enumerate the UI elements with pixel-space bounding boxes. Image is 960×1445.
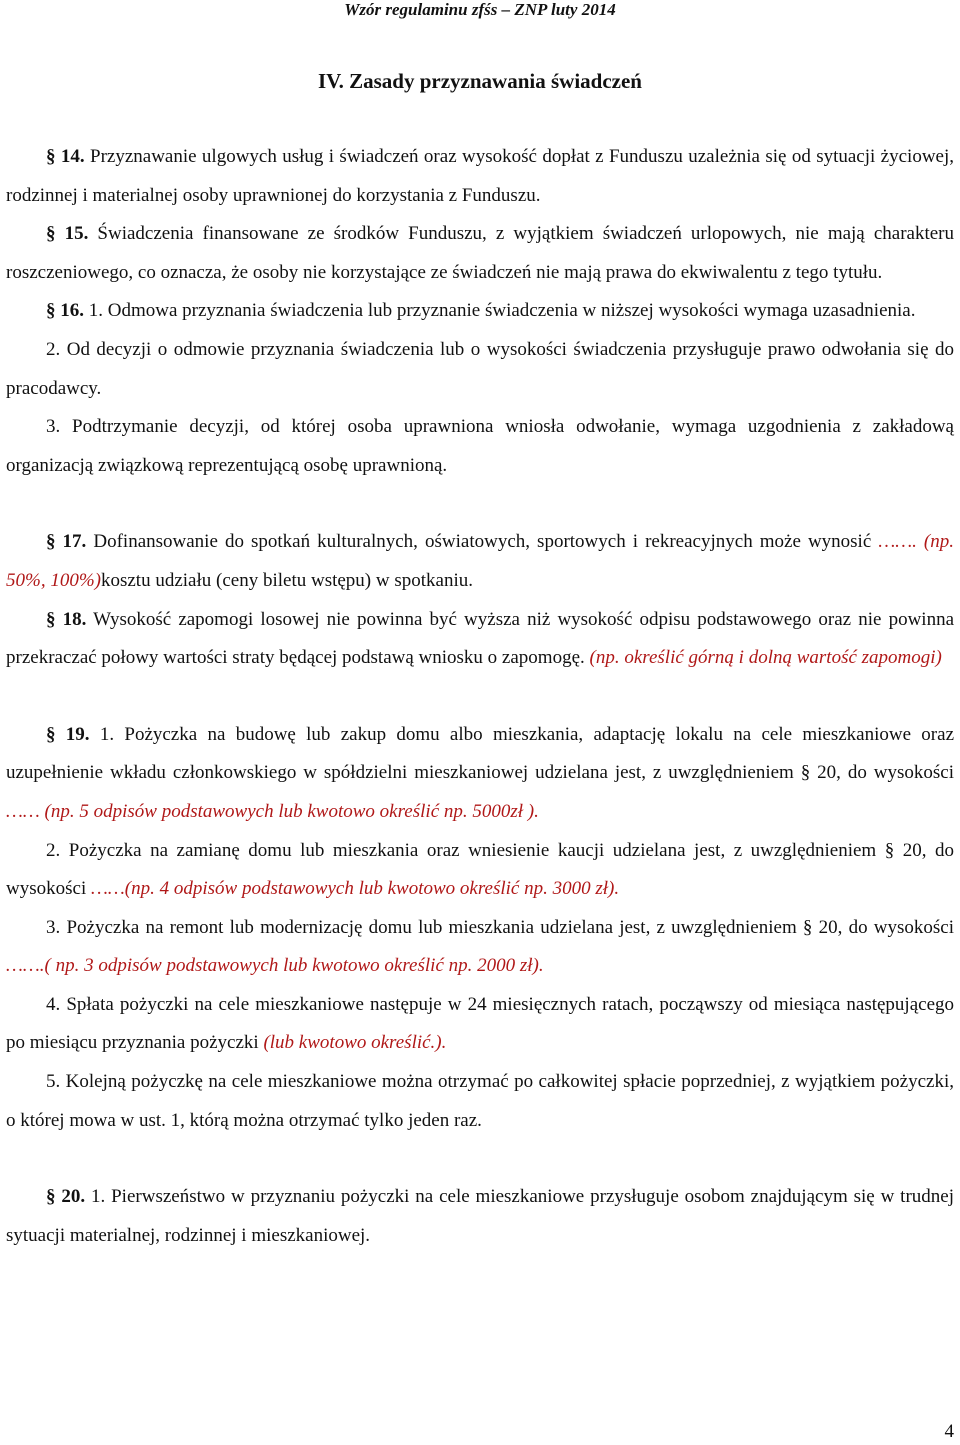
- placeholder-note: ……(np. 4 odpisów podstawowych lub kwotowo określić np. 3000 zł).: [90, 878, 620, 900]
- paragraph-17: [6, 523, 954, 600]
- paragraph-text: Świadczenia finansowane ze środków Funduszu, z wyjątkiem świadczeń urlopowych, nie mają charakteru roszczeniowego, co oznacza, że osoby nie korzystające ze świadczeń nie mają prawa do ekwiwalentu z tego tytułu.: [6, 223, 954, 283]
- section-number: § 16.: [46, 300, 84, 322]
- paragraph-text: 2. Pożyczka na zamianę domu lub mieszkania oraz wniesienie kaucji udzielana jest, z uwzględnieniem § 20, do wysokości: [6, 839, 954, 900]
- placeholder-note: ……. (np. 50%, 100%): [6, 531, 954, 591]
- paragraph-text: kosztu udziału (ceny biletu wstępu) w spotkaniu.: [100, 569, 473, 591]
- placeholder-note: (np. określić górną i dolną wartość zapomogi): [589, 647, 942, 669]
- paragraph-18: [6, 601, 954, 678]
- paragraph-20: [6, 1178, 954, 1255]
- paragraph-text: Przyznawanie ulgowych usług i świadczeń oraz wysokość dopłat z Funduszu uzależnia się od sytuacji życiowej, rodzinnej i materialnej osoby uprawnionej do korzystania z Funduszu.: [6, 146, 954, 206]
- section-number: § 17.: [46, 531, 87, 553]
- placeholder-note: (lub kwotowo określić.).: [263, 1032, 447, 1054]
- section-number: § 15.: [46, 223, 89, 245]
- paragraph-19-item-2: [6, 832, 954, 909]
- paragraph-text: Wysokość zapomogi losowej nie powinna być wyższa niż wysokość odpisu podstawowego oraz nie powinna przekraczać połowy wartości straty będącej podstawą wniosku o zapomogę.: [6, 608, 955, 669]
- paragraph-16-item-1: [6, 292, 954, 331]
- paragraph-19-item-3: [6, 909, 954, 986]
- placeholder-note: …….( np. 3 odpisów podstawowych lub kwotowo określić np. 2000 zł).: [6, 955, 544, 977]
- section-number: § 20.: [46, 1186, 86, 1208]
- document-header: Wzór regulaminu zfśs – ZNP luty 2014: [344, 0, 616, 19]
- paragraph-16-item-3: 3. Podtrzymanie decyzji, od której osoba uprawniona wniosła odwołanie, wymaga uzgodnienia z zakładową organizacją związkową reprezentującą osobę uprawnioną.: [6, 416, 954, 476]
- paragraph-text: 3. Pożyczka na remont lub modernizację domu lub mieszkania udzielana jest, z uwzględnieniem § 20, do wysokości: [46, 916, 954, 938]
- placeholder-note: …… (np. 5 odpisów podstawowych lub kwotowo określić np. 5000zł ).: [6, 800, 539, 822]
- paragraph-text: 1. Pierwszeństwo w przyznaniu pożyczki na cele mieszkaniowe przysługuje osobom znajdującym się w trudnej sytuacji materialnej, rodzinnej i mieszkaniowej.: [6, 1186, 954, 1246]
- paragraph-15: [6, 215, 954, 292]
- paragraph-text: 4. Spłata pożyczki na cele mieszkaniowe następuje w 24 miesięcznych ratach, począwszy od miesiąca następującego po miesiącu przyznania pożyczki: [6, 993, 954, 1054]
- paragraph-19-item-4: [6, 986, 954, 1063]
- paragraph-19-item-1: [6, 716, 954, 832]
- paragraph-text: Dofinansowanie do spotkań kulturalnych, oświatowych, sportowych i rekreacyjnych może wynosić: [86, 531, 879, 553]
- page-number: 4: [944, 1421, 954, 1442]
- document-body: [6, 138, 954, 1255]
- paragraph-text: 1. Pożyczka na budowę lub zakup domu albo mieszkania, adaptację lokalu na cele mieszkaniowe oraz uzupełnienie wkładu członkowskiego w spółdzielni mieszkaniowej udzielana jest, z uwzględnieniem § 20, do wysokości: [6, 723, 954, 784]
- paragraph-text: 1. Odmowa przyznania świadczenia lub przyznanie świadczenia w niższej wysokości wymaga uzasadnienia.: [84, 300, 916, 322]
- section-number: § 18.: [46, 608, 87, 630]
- section-title: IV. Zasady przyznawania świadczeń: [318, 69, 642, 93]
- section-number: § 19.: [46, 723, 90, 745]
- section-number: § 14.: [46, 146, 85, 167]
- paragraph-14: [6, 138, 954, 215]
- paragraph-16-item-2: 2. Od decyzji o odmowie przyznania świadczenia lub o wysokości świadczenia przysługuje prawo odwołania się do pracodawcy.: [6, 338, 954, 399]
- paragraph-19-item-5: 5. Kolejną pożyczkę na cele mieszkaniowe można otrzymać po całkowitej spłacie poprzedniej, z wyjątkiem pożyczki, o której mowa w ust. 1, którą można otrzymać tylko jeden raz.: [6, 1071, 954, 1131]
